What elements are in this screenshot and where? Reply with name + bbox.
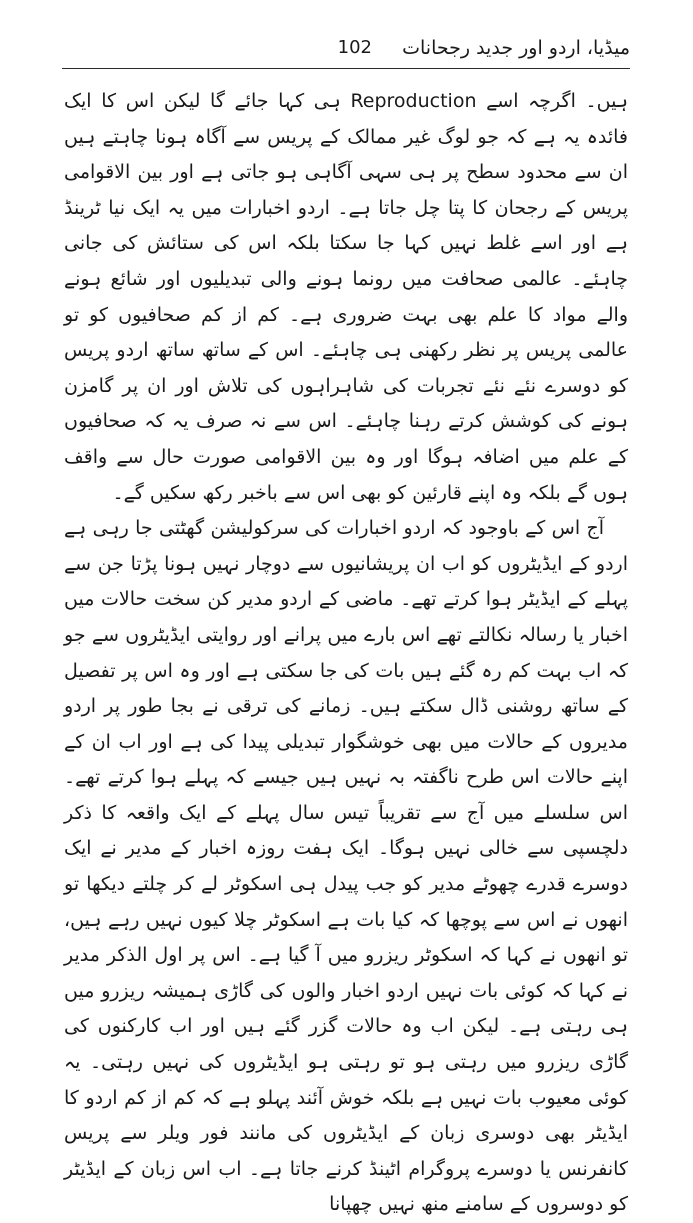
page-number: 102 xyxy=(337,37,372,58)
paragraph: آج اس کے باوجود کہ اردو اخبارات کی سرکولیشن گھٹتی جا رہی ہے اردو کے ایڈیٹروں کو اب ان پریشانیوں سے دوچار نہیں ہونا پڑتا جن سے پہلے کے ایڈیٹر ہوا کرتے تھے۔ ماضی کے اردو مدیر کن سخت حالات میں اخبار یا رسالہ نکالتے تھے اس بارے میں پرانے اور روایتی ایڈیٹروں سے جو کہ اب بہت کم رہ گئے ہیں بات کی جا سکتی ہے اور وہ اس پر تفصیل کے ساتھ روشنی ڈال سکتے ہیں۔ زمانے کی ترقی نے بجا طور پر اردو مدیروں کے حالات میں بھی خوشگوار تبدیلی پیدا کی ہے اور اب ان کے اپنے حالات اس طرح ناگفتہ بہ نہیں ہیں جیسے کہ پہلے ہوا کرتے تھے۔ اس سلسلے میں آج سے تقریباً تیس سال پہلے کے ایک واقعہ کا ذکر دلچسپی سے خالی نہیں ہوگا۔ ایک ہفت روزہ اخبار کے مدیر نے ایک دوسرے قدرے چھوٹے مدیر کو جب پیدل ہی اسکوٹر لے کر چلتے دیکھا تو انھوں نے اس سے پوچھا کہ کیا بات ہے اسکوٹر چلا کیوں نہیں رہے ہیں، تو انھوں نے کہا کہ اسکوٹر ریزرو میں آ گیا ہے۔ اس پر اول الذکر مدیر نے کہا کہ کوئی بات نہیں اردو اخبار والوں کی گاڑی ہمیشہ ریزرو میں ہی رہتی ہے۔ لیکن اب وہ حالات گزر گئے ہیں اور اب کارکنوں کی گاڑی ریزرو میں رہتی ہو تو رہتی ہو ایڈیٹروں کی نہیں رہتی۔ یہ کوئی معیوب بات نہیں ہے بلکہ خوش آئند پہلو ہے کہ کم از کم اردو کا ایڈیٹر بھی دوسری زبان کے ایڈیٹروں کی مانند فور ویلر سے پریس کانفرنس یا دوسرے پروگرام اٹینڈ کرنے جاتا ہے۔ اب اس زبان کے ایڈیٹر کو دوسروں کے سامنے منھ نہیں چھپانا xyxy=(64,517,628,1216)
paragraph: ہیں۔ اگرچہ اسے Reproduction ہی کہا جائے گا لیکن اس کا ایک فائدہ یہ ہے کہ جو لوگ غیر ممالک کے پریس سے آگاہ ہونا چاہتے ہیں ان سے محدود سطح پر ہی سہی آگاہی ہو جاتی ہے اور بین الاقوامی پریس کے رجحان کا پتا چل جاتا ہے۔ اردو اخبارات میں یہ ایک نیا ٹرینڈ ہے اور اسے غلط نہیں کہا جا سکتا بلکہ اس کی ستائش کی جانی چاہئے۔ عالمی صحافت میں رونما ہونے والی تبدیلیوں اور شائع ہونے والے مواد کا علم بھی بہت ضروری ہے۔ کم از کم صحافیوں کو تو عالمی پریس پر نظر رکھنی ہی چاہئے۔ اس کے ساتھ ساتھ اردو پریس کو دوسرے نئے نئے تجربات کی شاہراہوں کی تلاش اور ان پر گامزن ہونے کی کوشش کرتے رہنا چاہئے۔ اس سے نہ صرف یہ کہ صحافیوں کے علم میں اضافہ ہوگا اور وہ بین الاقوامی صورت حال سے واقف ہوں گے بلکہ وہ اپنے قارئین کو بھی اس سے باخبر رکھ سکیں گے۔ xyxy=(64,90,628,504)
header-divider xyxy=(62,68,630,69)
chapter-title: میڈیا، اردو اور جدید رجحانات xyxy=(402,37,630,59)
body-text xyxy=(64,84,628,1223)
running-header xyxy=(62,30,630,66)
